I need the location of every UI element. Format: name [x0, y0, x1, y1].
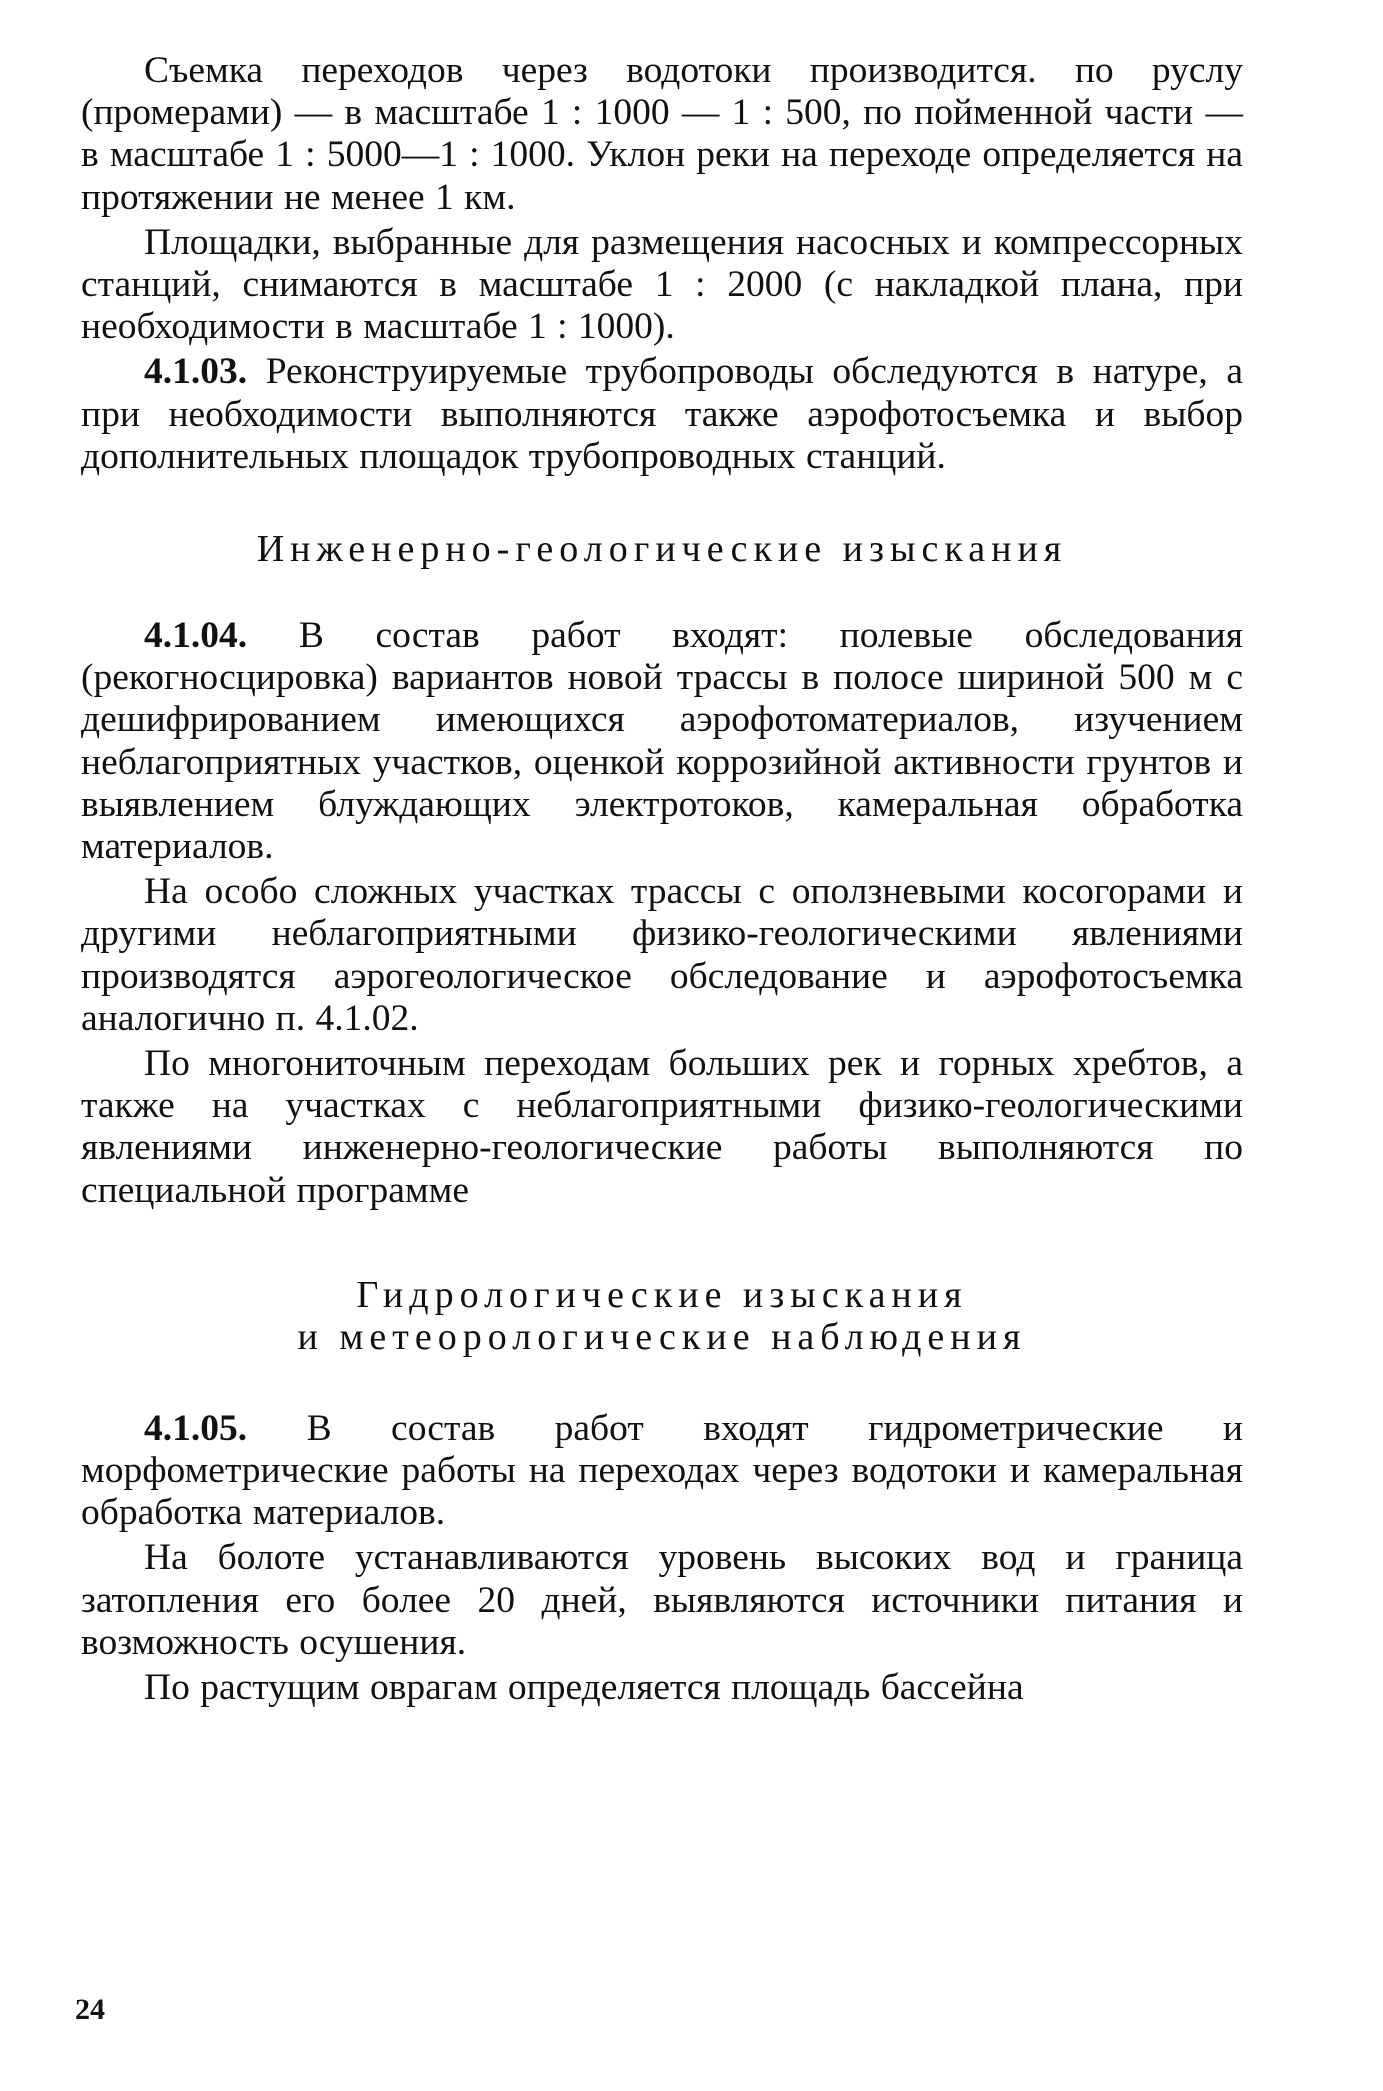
section-heading-geology: [81, 528, 1243, 570]
paragraph-4-1-03: [81, 351, 1243, 478]
paragraph-text: По растущим оврагам определяется площадь бассейна: [144, 1667, 1024, 1709]
paragraph-complex-sections: [81, 871, 1243, 1040]
paragraph-swamp: [81, 1537, 1243, 1664]
paragraph-multi-line-crossings: [81, 1043, 1243, 1212]
paragraph-text: На особо сложных участках трассы с оползневыми косогорами и другими неблагоприятными физико-геологическими явлениями производятся аэрогеологическое обследование и аэрофотосъемка аналогично п. 4.1.02.: [81, 871, 1243, 1039]
paragraph-ravines: [81, 1667, 1243, 1709]
section-heading-hydrology: [81, 1274, 1243, 1358]
heading-text: Инженерно-геологические изыскания: [256, 528, 1068, 571]
paragraph-4-1-05: [81, 1408, 1243, 1535]
paragraph-text: Съемка переходов через водотоки производится. по руслу (промерами) — в масштабе 1 : 1000 — 1 : 500, по пойменной части — в масштабе 1 : 5000—1 : 1000. Уклон реки на переходе определяется на протяжении не менее 1 км.: [81, 50, 1243, 218]
heading-line-1: Гидрологические изыскания: [356, 1273, 968, 1316]
paragraph-station-sites: [81, 222, 1243, 349]
page-number: 24: [75, 1993, 105, 2026]
paragraph-crossings-survey: [81, 50, 1243, 219]
clause-number: 4.1.05.: [144, 1407, 248, 1449]
paragraph-text: В состав работ входят гидрометрические и морфометрические работы на переходах через водотоки и камеральная обработка материалов.: [81, 1407, 1243, 1534]
paragraph-4-1-04: [81, 615, 1243, 868]
paragraph-text: В состав работ входят: полевые обследования (рекогносцировка) вариантов новой трассы в полосе шириной 500 м с дешифрированием имеющихся аэрофотоматериалов, изучением неблагоприятных участков, оценкой коррозийной активности грунтов и выявлением блуждающих электротоков, камеральная обработка материалов.: [81, 615, 1243, 868]
paragraph-text: На болоте устанавливаются уровень высоких вод и граница затопления его более 20 дней, выявляются источники питания и возможность осушения.: [81, 1537, 1243, 1663]
heading-line-2: и метеорологические наблюдения: [297, 1315, 1027, 1358]
paragraph-text: Площадки, выбранные для размещения насосных и компрессорных станций, снимаются в масштабе 1 : 2000 (с накладкой плана, при необходимости в масштабе 1 : 1000).: [81, 221, 1243, 348]
clause-number: 4.1.04.: [144, 615, 248, 657]
paragraph-text: По многониточным переходам больших рек и горных хребтов, а также на участках с неблагоприятными физико-геологическими явлениями инженерно-геологические работы выполняются по специальной программе: [81, 1043, 1243, 1211]
paragraph-text: Реконструируемые трубопроводы обследуются в натуре, а при необходимости выполняются также аэрофотосъемка и выбор дополнительных площадок трубопроводных станций.: [81, 351, 1243, 477]
clause-number: 4.1.03.: [144, 351, 248, 393]
document-page: [81, 50, 1243, 1709]
